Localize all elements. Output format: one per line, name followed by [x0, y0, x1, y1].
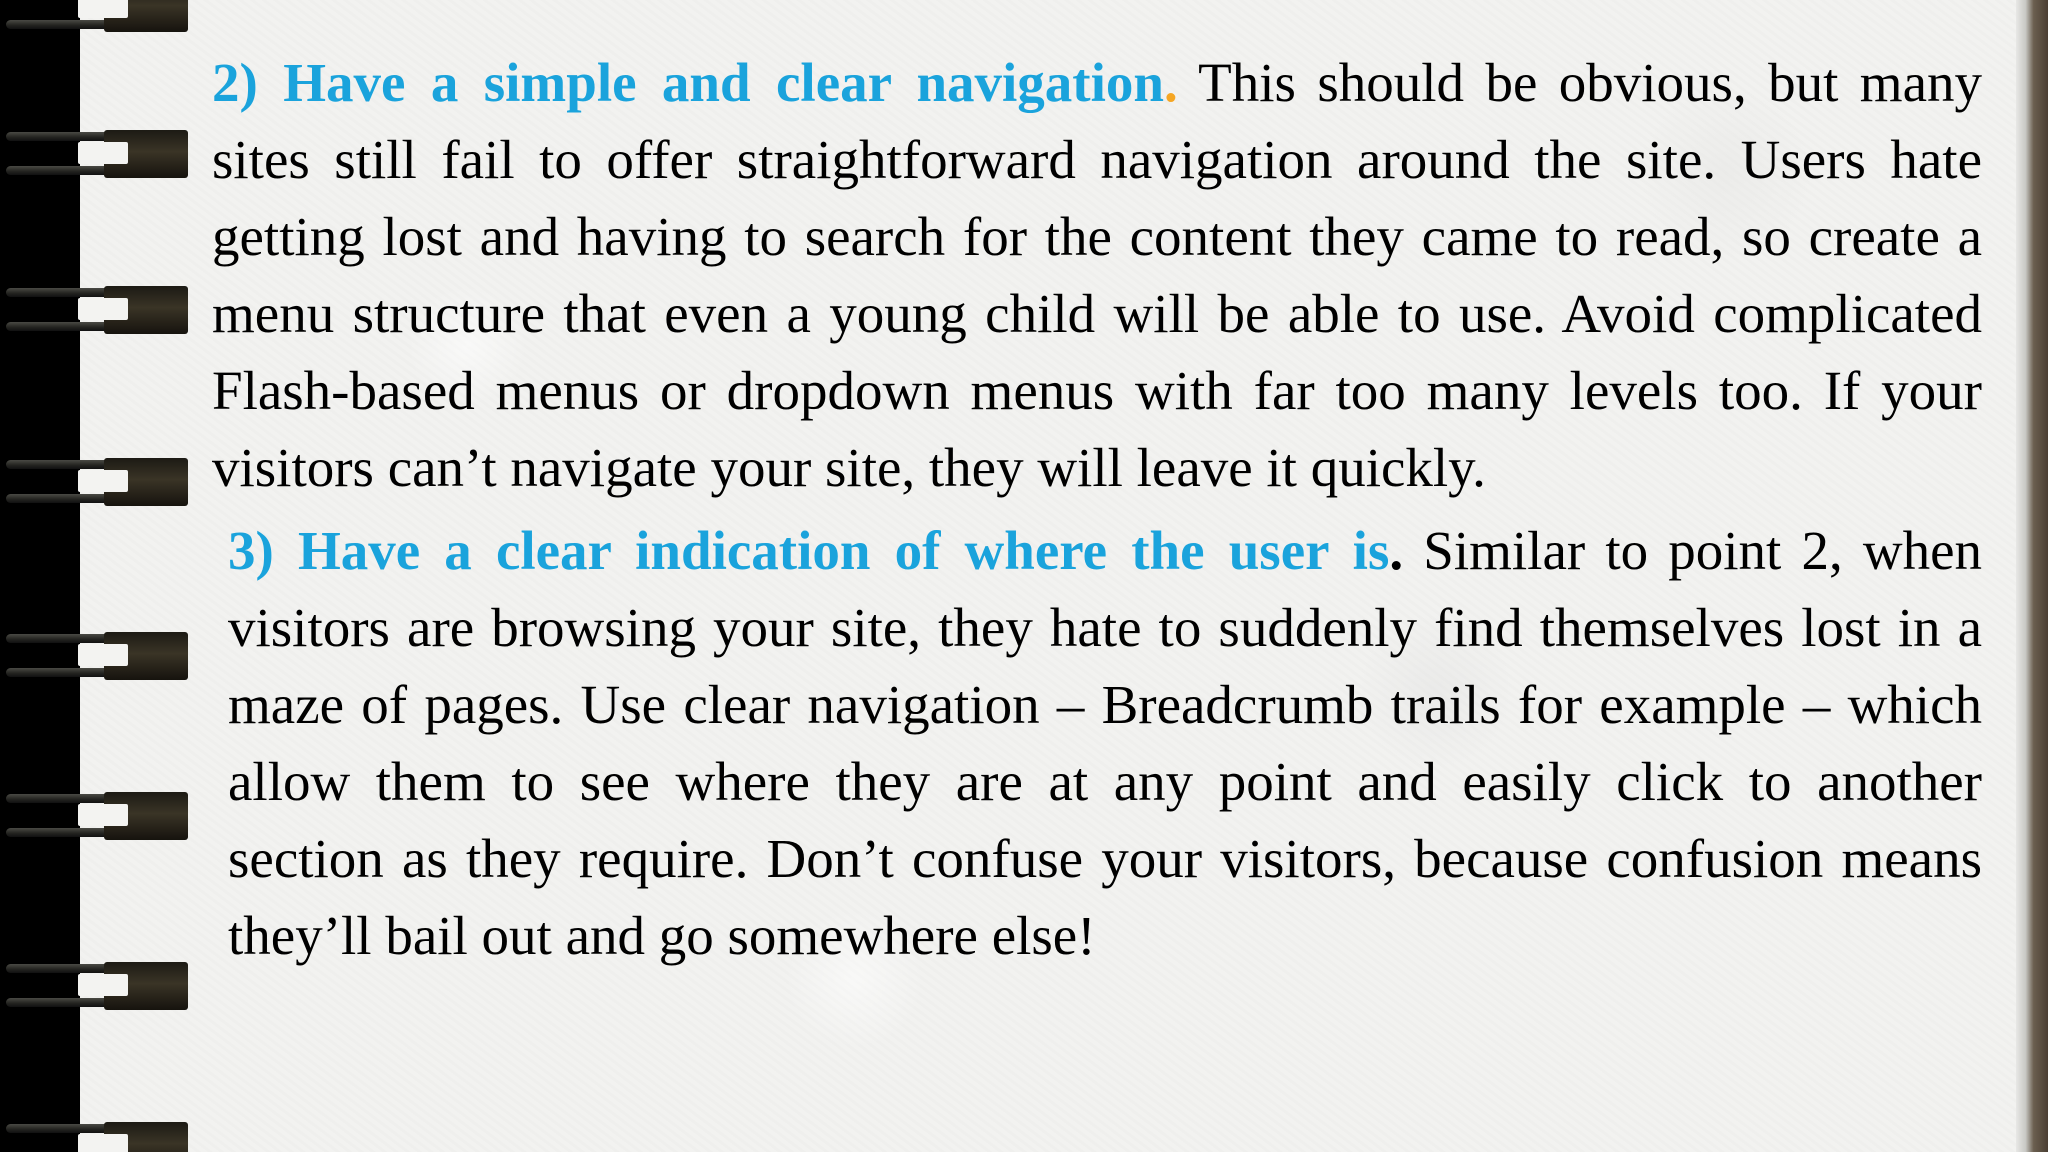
point-2-heading-period: . — [1164, 52, 1178, 113]
spiral-binding-ring — [0, 452, 190, 512]
page-edge-shadow — [2016, 0, 2048, 1152]
point-2-paragraph — [212, 44, 1982, 506]
slide-text — [212, 44, 1982, 974]
point-3-heading-period: . — [1389, 520, 1404, 581]
spiral-binding-ring — [0, 0, 190, 38]
point-3-paragraph — [212, 512, 1982, 974]
point-2-heading: 2) Have a simple and clear navigation — [212, 52, 1164, 113]
point-3-heading: 3) Have a clear indication of where the user is — [228, 520, 1390, 581]
spiral-binding-ring — [0, 626, 190, 686]
spiral-binding-ring — [0, 786, 190, 846]
point-3-body: Similar to point 2, when visitors are browsing your site, they hate to suddenly find themselves lost in a maze of pages. Use clear navigation – Breadcrumb trails for example – which allow them to see where they are at any point and easily click to another section as they require. Don’t confuse your visitors, because confusion means they’ll bail out and go somewhere else! — [228, 520, 1982, 966]
spiral-binding-ring — [0, 956, 190, 1016]
spiral-binding-ring — [0, 280, 190, 340]
spiral-binding-ring — [0, 1116, 190, 1152]
point-2-body: This should be obvious, but many sites still fail to offer straightforward navigation around the site. Users hate getting lost and having to search for the content they came to read, so create a menu structure that even a young child will be able to use. Avoid complicated Flash-based menus or dropdown menus with far too many levels too. If your visitors can’t navigate your site, they will leave it quickly. — [212, 52, 1982, 498]
spiral-binding-ring — [0, 124, 190, 184]
